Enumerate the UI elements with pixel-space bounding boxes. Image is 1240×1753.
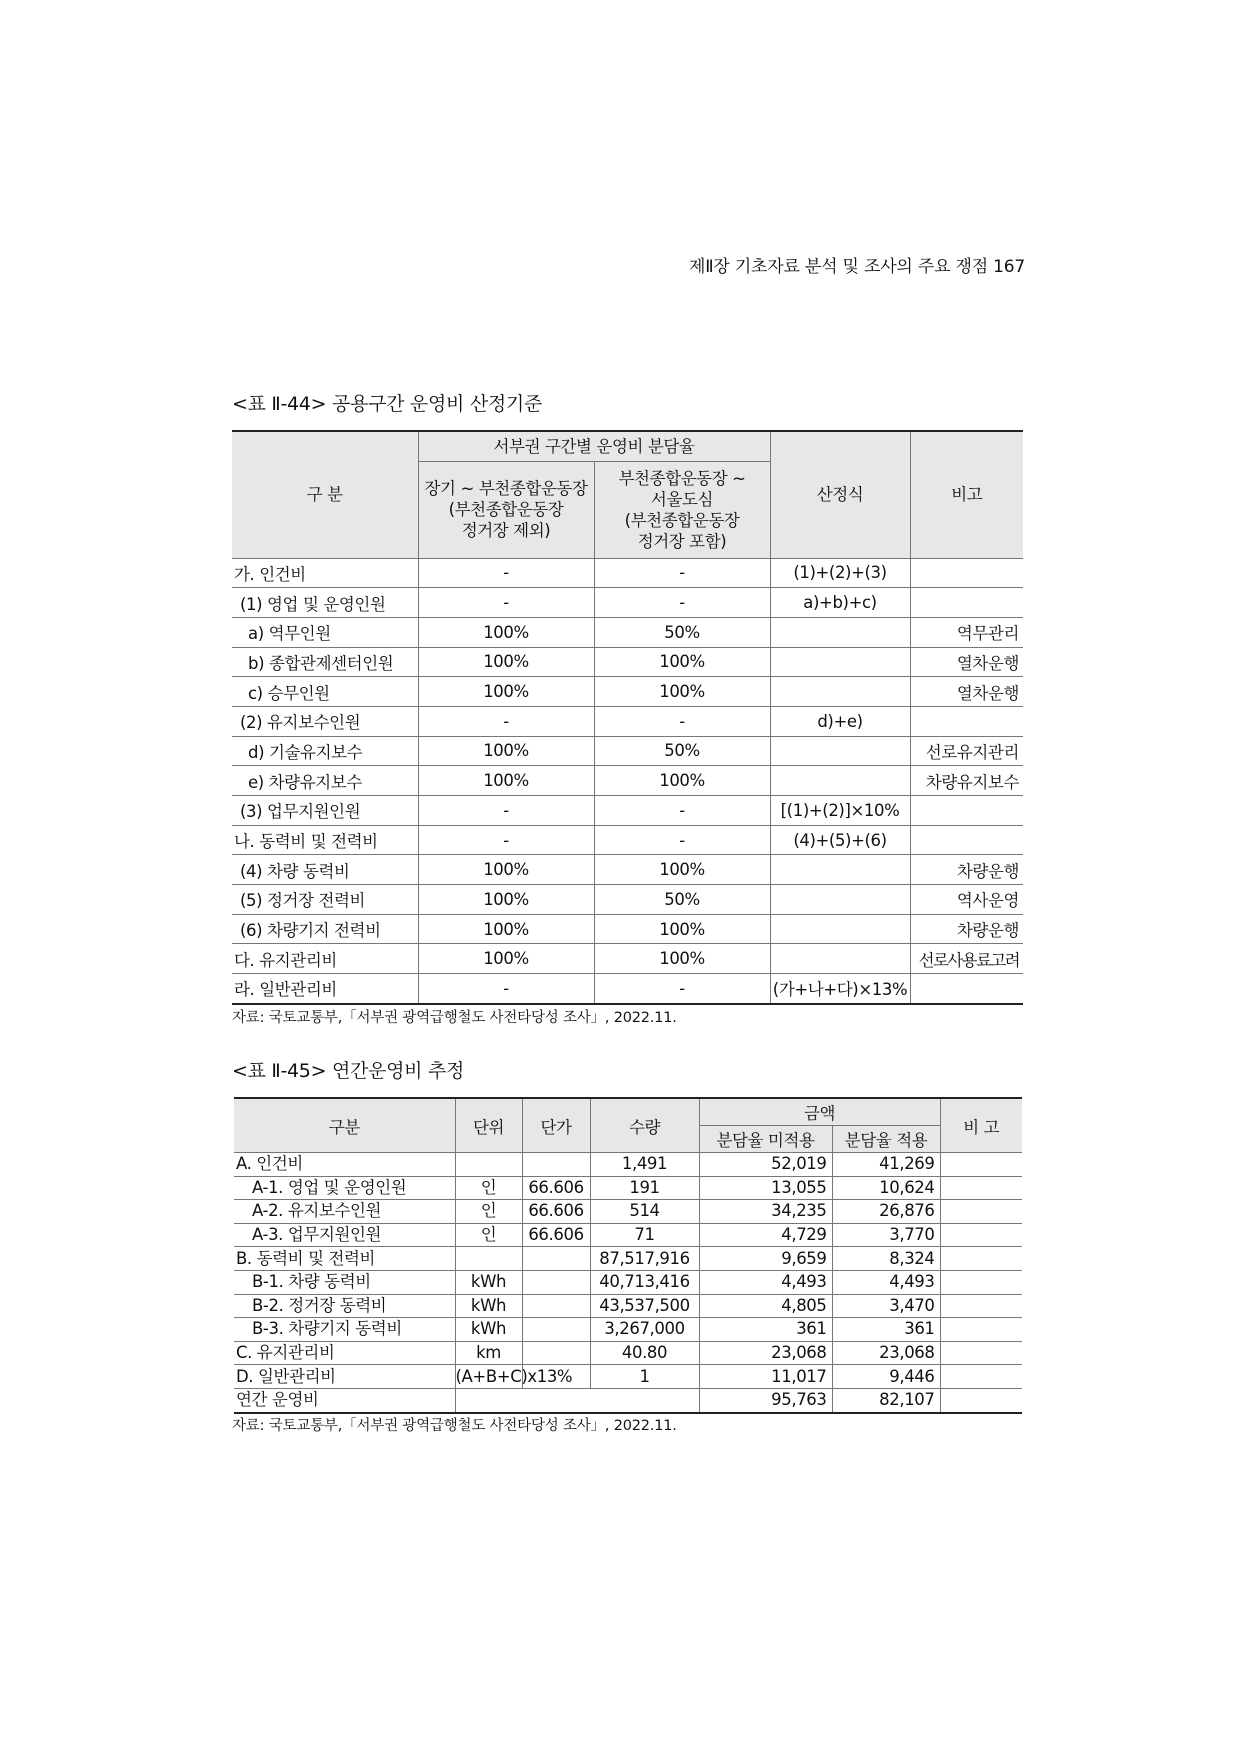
note-cell [910,558,1023,588]
row-label: b) 종합관제센터인원 [232,647,418,677]
table44-header-formula: 산정식 [770,431,910,558]
table45-header-before: 분담율 미적용 [699,1126,832,1153]
table44-header-seg2: 부천종합운동장 ~ 서울도심 (부천종합운동장 정거장 포함) [594,461,770,558]
table-row [234,1200,1022,1224]
seg2-cell: 100% [594,914,770,944]
price-cell [522,1153,590,1177]
row-label: (4) 차량 동력비 [232,855,418,885]
price-cell [522,1318,590,1342]
note-cell [940,1365,1022,1389]
seg1-cell: 100% [418,677,594,707]
note-cell [940,1153,1022,1177]
qty-cell: 87,517,916 [590,1247,699,1271]
note-cell [940,1223,1022,1247]
seg2-cell: - [594,558,770,588]
table44-body [232,558,1023,1004]
note-cell [910,974,1023,1004]
formula-cell [770,914,910,944]
formula-cell [770,855,910,885]
table45-header-amount: 금액 [699,1098,940,1126]
table-row [232,914,1023,944]
note-cell: 차량유지보수 [910,766,1023,796]
seg1-cell: - [418,974,594,1004]
table-row [232,885,1023,915]
table44 [232,430,1023,1005]
amount-before-cell: 4,729 [699,1223,832,1247]
table-row [234,1176,1022,1200]
table-row [232,736,1023,766]
table-row [232,766,1023,796]
table-row [232,944,1023,974]
formula-cell: [(1)+(2)]×10% [770,796,910,826]
amount-before-cell: 52,019 [699,1153,832,1177]
note-cell [940,1247,1022,1271]
seg1-cell: 100% [418,617,594,647]
table45-body [234,1153,1022,1413]
table-row [234,1153,1022,1177]
row-label: A-1. 영업 및 운영인원 [234,1176,455,1200]
row-label: 라. 일반관리비 [232,974,418,1004]
note-cell [940,1176,1022,1200]
table-row [234,1223,1022,1247]
unit-cell: (A+B+C)x13% [455,1365,522,1389]
table-row [232,558,1023,588]
price-cell [522,1294,590,1318]
qty-cell: 3,267,000 [590,1318,699,1342]
note-cell [940,1341,1022,1365]
unit-cell: 인 [455,1200,522,1224]
row-label: c) 승무인원 [232,677,418,707]
formula-cell [770,736,910,766]
qty-cell: 1 [590,1365,699,1389]
row-label: (1) 영업 및 운영인원 [232,588,418,618]
qty-cell: 43,537,500 [590,1294,699,1318]
unit-cell [455,1247,522,1271]
total-after: 82,107 [832,1388,940,1412]
row-label: A. 인건비 [234,1153,455,1177]
total-label: 연간 운영비 [234,1388,455,1412]
unit-cell: km [455,1341,522,1365]
seg1-cell: 100% [418,766,594,796]
table44-source: 자료: 국토교통부,「서부권 광역급행철도 사전타당성 조사」, 2022.11. [232,1010,677,1026]
unit-cell: 인 [455,1223,522,1247]
row-label: C. 유지관리비 [234,1341,455,1365]
unit-cell: 인 [455,1176,522,1200]
amount-after-cell: 41,269 [832,1153,940,1177]
table-row [234,1318,1022,1342]
table-row [234,1341,1022,1365]
note-cell: 열차운행 [910,677,1023,707]
formula-cell [770,617,910,647]
amount-after-cell: 23,068 [832,1341,940,1365]
amount-after-cell: 9,446 [832,1365,940,1389]
seg2-cell: 100% [594,855,770,885]
unit-cell [455,1153,522,1177]
row-label: B. 동력비 및 전력비 [234,1247,455,1271]
row-label: B-1. 차량 동력비 [234,1270,455,1294]
amount-before-cell: 4,805 [699,1294,832,1318]
amount-before-cell: 23,068 [699,1341,832,1365]
row-label: 나. 동력비 및 전력비 [232,825,418,855]
table45-source: 자료: 국토교통부,「서부권 광역급행철도 사전타당성 조사」, 2022.11. [232,1418,677,1434]
seg2-cell: 100% [594,944,770,974]
table45-header-category: 구분 [234,1098,455,1153]
table45-header-price: 단가 [522,1098,590,1153]
seg1-cell: 100% [418,885,594,915]
table-row [232,796,1023,826]
seg2-cell: 100% [594,766,770,796]
running-header: 제Ⅱ장 기초자료 분석 및 조사의 주요 쟁점 167 [689,257,1025,277]
table45-header-unit: 단위 [455,1098,522,1153]
price-cell: 66.606 [522,1200,590,1224]
table-row [232,588,1023,618]
row-label: (2) 유지보수인원 [232,706,418,736]
note-cell: 차량운행 [910,914,1023,944]
unit-cell: kWh [455,1270,522,1294]
formula-cell: d)+e) [770,706,910,736]
note-cell: 선로유지관리 [910,736,1023,766]
seg1-cell: - [418,558,594,588]
row-label: (6) 차량기지 전력비 [232,914,418,944]
note-cell [940,1200,1022,1224]
seg1-cell: - [418,796,594,826]
note-cell [940,1270,1022,1294]
unit-cell: kWh [455,1294,522,1318]
seg1-cell: - [418,588,594,618]
amount-before-cell: 13,055 [699,1176,832,1200]
table44-header-group: 서부권 구간별 운영비 분담율 [418,431,770,461]
amount-after-cell: 8,324 [832,1247,940,1271]
qty-cell: 40.80 [590,1341,699,1365]
price-cell [522,1341,590,1365]
note-cell: 차량운행 [910,855,1023,885]
seg1-cell: 100% [418,855,594,885]
qty-cell: 191 [590,1176,699,1200]
row-label: (5) 정거장 전력비 [232,885,418,915]
row-label: D. 일반관리비 [234,1365,455,1389]
price-cell [522,1270,590,1294]
note-cell [910,796,1023,826]
table-row [232,706,1023,736]
table-row [232,974,1023,1004]
note-cell [940,1294,1022,1318]
total-blank [455,1388,699,1412]
table-row [234,1247,1022,1271]
table44-header-category: 구 분 [232,431,418,558]
seg1-cell: - [418,825,594,855]
seg1-cell: - [418,706,594,736]
table45-title: <표 Ⅱ-45> 연간운영비 추정 [232,1060,465,1082]
amount-after-cell: 26,876 [832,1200,940,1224]
seg2-cell: - [594,706,770,736]
amount-before-cell: 34,235 [699,1200,832,1224]
formula-cell: (가+나+다)×13% [770,974,910,1004]
row-label: A-3. 업무지원인원 [234,1223,455,1247]
seg1-cell: 100% [418,944,594,974]
qty-cell: 514 [590,1200,699,1224]
row-label: B-2. 정거장 동력비 [234,1294,455,1318]
amount-before-cell: 11,017 [699,1365,832,1389]
note-cell: 열차운행 [910,647,1023,677]
seg2-cell: 100% [594,647,770,677]
table-row [232,677,1023,707]
unit-cell: kWh [455,1318,522,1342]
seg2-cell: - [594,796,770,826]
price-cell: 66.606 [522,1176,590,1200]
table-row [232,647,1023,677]
seg2-cell: - [594,588,770,618]
seg2-cell: - [594,825,770,855]
table44-title: <표 Ⅱ-44> 공용구간 운영비 산정기준 [232,393,543,415]
price-cell [522,1247,590,1271]
note-cell: 선로사용료고려 [910,944,1023,974]
note-cell [910,706,1023,736]
note-cell: 역무관리 [910,617,1023,647]
table45 [234,1097,1022,1414]
seg2-cell: 100% [594,677,770,707]
table45-header-note: 비 고 [940,1098,1022,1153]
formula-cell [770,766,910,796]
seg2-cell: 50% [594,617,770,647]
amount-after-cell: 361 [832,1318,940,1342]
note-cell: 역사운영 [910,885,1023,915]
seg1-cell: 100% [418,736,594,766]
amount-after-cell: 3,470 [832,1294,940,1318]
amount-after-cell: 10,624 [832,1176,940,1200]
row-label: a) 역무인원 [232,617,418,647]
formula-cell [770,944,910,974]
amount-before-cell: 4,493 [699,1270,832,1294]
row-label: e) 차량유지보수 [232,766,418,796]
table45-header-after: 분담율 적용 [832,1126,940,1153]
amount-after-cell: 3,770 [832,1223,940,1247]
total-before: 95,763 [699,1388,832,1412]
row-label: 가. 인건비 [232,558,418,588]
formula-cell: (1)+(2)+(3) [770,558,910,588]
price-cell: 66.606 [522,1223,590,1247]
amount-after-cell: 4,493 [832,1270,940,1294]
formula-cell [770,677,910,707]
total-note [940,1388,1022,1412]
seg1-cell: 100% [418,914,594,944]
formula-cell [770,885,910,915]
total-row [234,1388,1022,1412]
seg2-cell: - [594,974,770,1004]
seg1-cell: 100% [418,647,594,677]
formula-cell: a)+b)+c) [770,588,910,618]
table44-header-note: 비고 [910,431,1023,558]
note-cell [910,588,1023,618]
row-label: 다. 유지관리비 [232,944,418,974]
qty-cell: 71 [590,1223,699,1247]
table-row [232,825,1023,855]
formula-cell [770,647,910,677]
row-label: B-3. 차량기지 동력비 [234,1318,455,1342]
row-label: d) 기술유지보수 [232,736,418,766]
table44-header-seg1: 장기 ~ 부천종합운동장 (부천종합운동장 정거장 제외) [418,461,594,558]
qty-cell: 40,713,416 [590,1270,699,1294]
amount-before-cell: 361 [699,1318,832,1342]
row-label: (3) 업무지원인원 [232,796,418,826]
table-row [232,617,1023,647]
formula-cell: (4)+(5)+(6) [770,825,910,855]
note-cell [910,825,1023,855]
table-row [234,1294,1022,1318]
seg2-cell: 50% [594,885,770,915]
qty-cell: 1,491 [590,1153,699,1177]
table-row [234,1365,1022,1389]
table-row [232,855,1023,885]
seg2-cell: 50% [594,736,770,766]
row-label: A-2. 유지보수인원 [234,1200,455,1224]
table45-header-qty: 수량 [590,1098,699,1153]
amount-before-cell: 9,659 [699,1247,832,1271]
note-cell [940,1318,1022,1342]
table-row [234,1270,1022,1294]
